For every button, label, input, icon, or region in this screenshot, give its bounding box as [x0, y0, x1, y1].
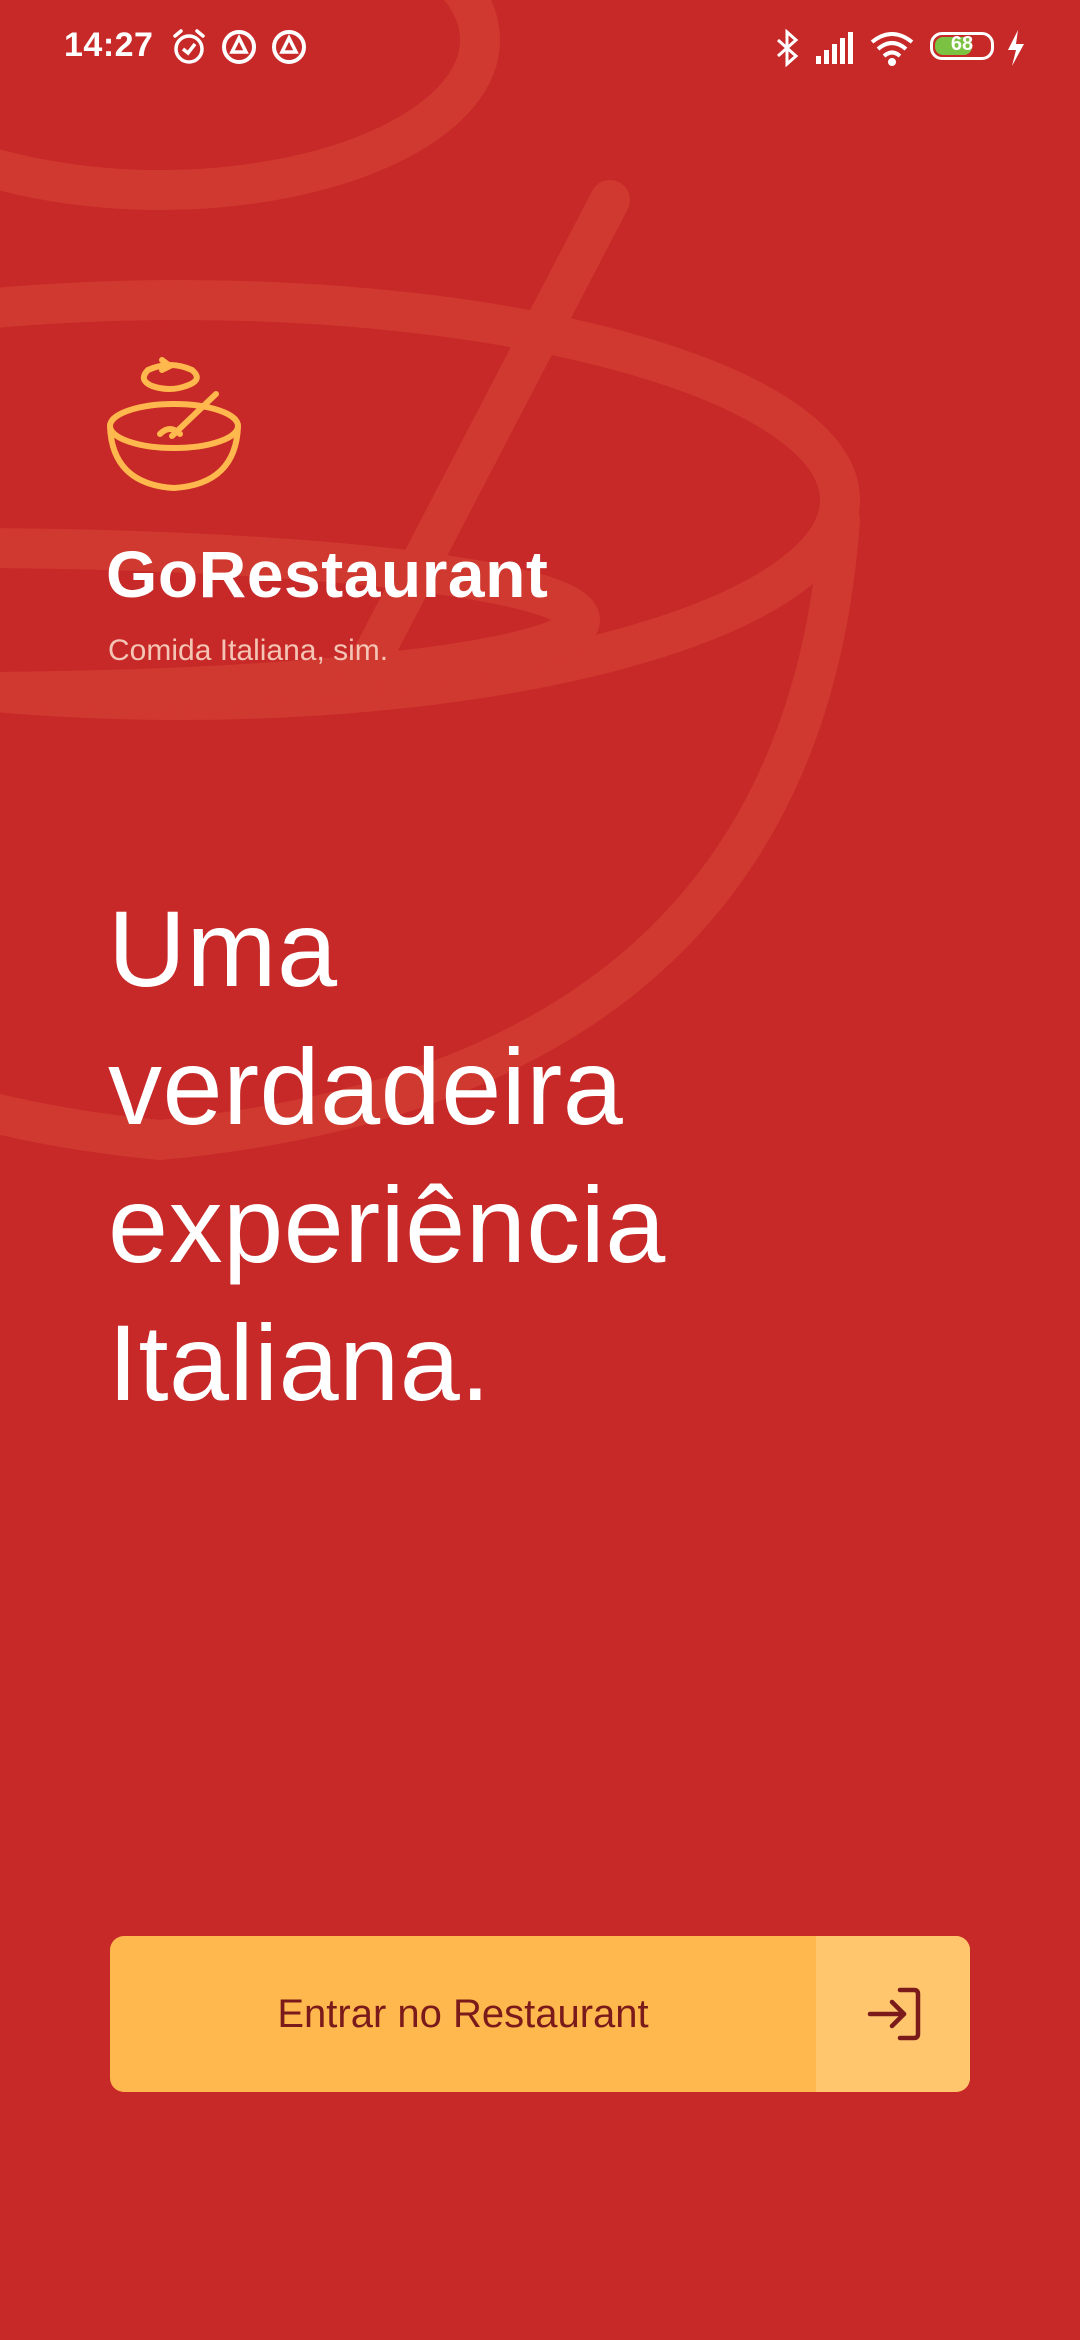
headline-line: Uma [108, 888, 338, 1009]
status-bar [0, 0, 1080, 96]
charging-icon [1004, 28, 1028, 73]
vpn-icon [270, 28, 308, 71]
battery-level: 68 [950, 33, 974, 55]
bluetooth-icon [774, 28, 802, 73]
brand-subtitle: Comida Italiana, sim. [108, 634, 389, 667]
wifi-icon [868, 28, 916, 73]
vpn-icon [220, 28, 258, 71]
alarm-icon [170, 28, 208, 71]
headline-line: experiência [108, 1164, 666, 1285]
brand-title: GoRestaurant [106, 537, 549, 611]
headline-line: verdadeira [108, 1026, 624, 1147]
enter-button-label: Entrar no Restaurant [277, 1992, 649, 2036]
headline-line: Italiana. [108, 1302, 491, 1423]
signal-icon [814, 28, 856, 73]
bowl-logo-icon [104, 354, 248, 494]
battery-icon [930, 32, 994, 60]
status-time: 14:27 [64, 26, 154, 64]
enter-button-icon-area[interactable] [816, 1936, 970, 2092]
headline [108, 880, 1008, 1432]
log-in-icon [864, 1984, 924, 2044]
app-logo [104, 354, 248, 494]
enter-restaurant-button[interactable] [110, 1936, 970, 2092]
